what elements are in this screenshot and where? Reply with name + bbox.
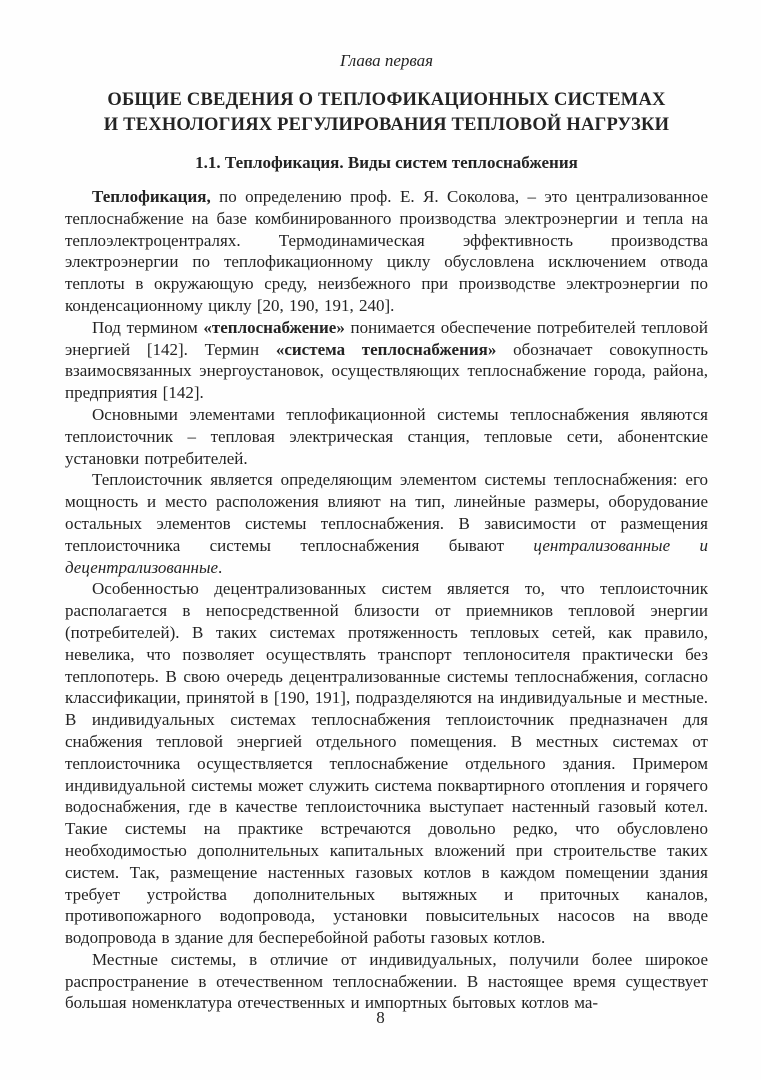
paragraph-definition-teplofikacija bbox=[65, 186, 708, 317]
text-run: обозначает совокупность взаимосвязанных энергоустановок, осуществляющих теплоснабжение города, района, предприятия [142]. bbox=[65, 339, 709, 403]
text-run: понимается обеспечение потребителей тепловой энергией [142]. Термин bbox=[65, 317, 708, 359]
chapter-label: Глава первая bbox=[339, 51, 434, 70]
italic-term: централизованные и децентрализованные bbox=[65, 535, 708, 577]
chapter-title bbox=[65, 88, 708, 138]
bold-term: Теплофикация, bbox=[92, 187, 211, 206]
section-heading: 1.1. Теплофикация. Виды систем теплоснабжения bbox=[195, 153, 578, 172]
bold-term: «система теплоснабжения» bbox=[275, 339, 497, 359]
page-number: 8 bbox=[376, 1008, 385, 1027]
chapter-title-line-1: ОБЩИЕ СВЕДЕНИЯ О ТЕПЛОФИКАЦИОННЫХ СИСТЕМАХ bbox=[107, 90, 666, 110]
text-run: Особенностью децентрализованных систем является то, что теплоисточник располагается в непосредственной близости от приемников тепловой энергии (потребителей). В таких системах протяженность тепловых сетей, как правило, невелика, что позволяет осуществлять транспорт теплоносителя практически без теплопотерь. В свою очередь децентрализованные системы теплоснабжения, согласно классификации, принятой в [190, 191], подразделяются на индивидуальные и местные. В индивидуальных системах теплоснабжения теплоисточник предназначен для снабжения тепловой энергией отдельного помещения. В местных системах от теплоисточника осуществляется теплоснабжение отдельного здания. Примером индивидуальной системы может служить система поквартирного отопления и горячего водоснабжения, где в качестве теплоисточника выступает настенный газовый котел. Такие системы на практике встречаются довольно редко, что обусловлено необходимостью дополнительных капитальных вложений при строительстве таких систем. Так, размещение настенных газовых котлов в каждом помещении здания требует устройства дополнительных вытяжных и приточных каналов, противопожарного водопровода, установки повысительных насосов на вводе водопровода в здание для бесперебойной работы газовых котлов. bbox=[65, 579, 708, 948]
paragraph-main-elements bbox=[65, 404, 708, 469]
text-run: . bbox=[218, 557, 223, 577]
chapter-title-line-2: И ТЕХНОЛОГИЯХ РЕГУЛИРОВАНИЯ ТЕПЛОВОЙ НАГРУЗКИ bbox=[103, 115, 670, 135]
text-run: Основными элементами теплофикационной системы теплоснабжения являются теплоисточник – тепловая электрическая станция, тепловые сети, абонентские установки потребителей. bbox=[65, 404, 708, 468]
paragraph-terms bbox=[65, 317, 708, 404]
text-run: Теплоисточник является определяющим элементом системы теплоснабжения: его мощность и место расположения влияют на тип, линейные размеры, оборудование остальных элементов системы теплоснабжения. В зависимости от размещения теплоисточника системы теплоснабжения бывают bbox=[65, 470, 708, 555]
text-run: Под термином bbox=[92, 317, 204, 337]
bold-term: «теплоснабжение» bbox=[203, 317, 345, 337]
body-text bbox=[65, 186, 708, 1014]
paragraph-teploistochnik bbox=[65, 469, 708, 578]
paragraph-local-systems bbox=[65, 949, 708, 1014]
text-run: Местные системы, в отличие от индивидуальных, получили более широкое распространение в отечественном теплоснабжении. В настоящее время существует большая номенклатура отечественных и импортных бытовых котлов ма- bbox=[65, 949, 708, 1013]
paragraph-decentralized-systems bbox=[65, 578, 708, 949]
text-run: по определению проф. Е. Я. Соколова, – это централизованное теплоснабжение на базе комбинированного производства электроэнергии и тепла на теплоэлектроцентралях. Термодинамическая эффективность производства электроэнергии по теплофикационному циклу обусловлена исключением отвода теплоты в окружающую среду, неизбежного при производстве электроэнергии по конденсационному циклу [20, 190, 191, 240]. bbox=[65, 187, 708, 315]
